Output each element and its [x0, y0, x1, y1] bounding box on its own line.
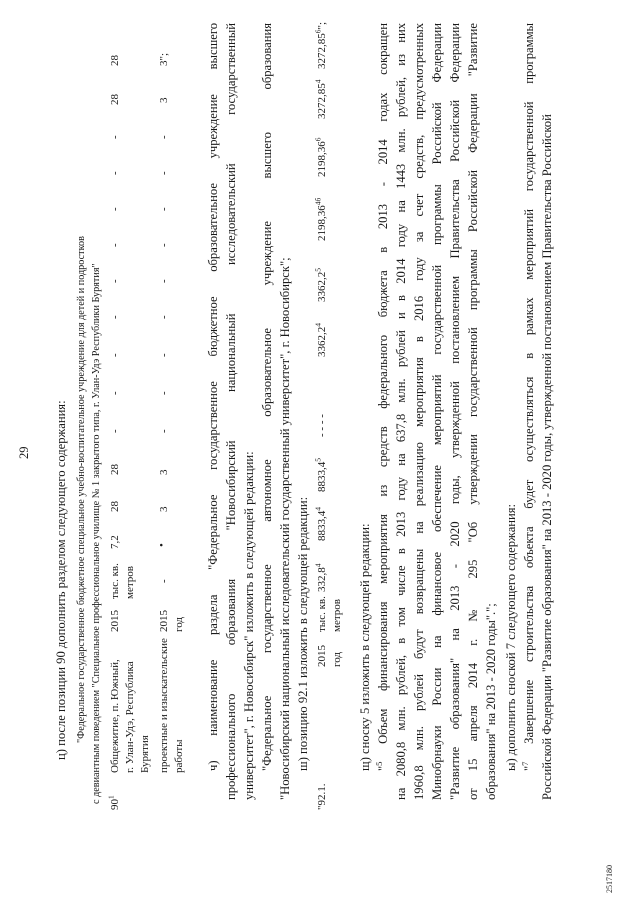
row-value-5: 3362,2$^5$	[313, 268, 328, 302]
row-unit: год	[173, 616, 185, 632]
row-unit-line-1: тыс. кв.	[109, 563, 121, 599]
row-value-9: 3272,85$^6$";	[313, 21, 328, 69]
dash-cell: -	[109, 429, 121, 433]
row-value-3: 8833,4$^5$	[313, 458, 328, 492]
dash-cell: -	[109, 391, 121, 395]
dash-cell: -	[158, 207, 170, 211]
dash-cell: -	[158, 279, 170, 283]
item-ch-line-3: университет", г. Новосибирск" изложить в следующей редакции:	[242, 451, 256, 800]
dash-cell: -	[158, 579, 170, 583]
row-unit-line-1: тыс. кв.	[316, 596, 328, 632]
dash-cell: -	[109, 315, 121, 319]
row-name-line-1: проектные и изыскательские	[158, 638, 170, 773]
row-value-2: 28	[109, 501, 121, 512]
row-last-value-2: 3";	[158, 52, 170, 66]
row-value-3: 28	[109, 464, 121, 475]
dash-cell: -	[158, 171, 170, 175]
row-value-4: 3362,2$^4$	[313, 323, 328, 357]
row-value-2: 3	[158, 469, 170, 475]
dash-cells: - - - -	[316, 414, 328, 437]
row-value-1: 7,2	[109, 535, 121, 549]
dash-cell: -	[158, 391, 170, 395]
dash-cell: -	[158, 315, 170, 319]
dash-cell: -	[109, 243, 121, 247]
row-number: "92.1.	[316, 783, 328, 810]
footnote-5-line-3: 1960,8 млн. рублей будут возвращены на реализацию мероприятия в 2016 году за счет средств, предусмотренных	[412, 23, 426, 800]
item-ch-line-2: профессионального образования "Новосибирский национальный исследовательский государственный	[224, 23, 238, 800]
item-c-subtitle-line-1: "Федеральное государственное бюджетное специальное учебно-воспитательное учреждение для детей и подростков	[76, 236, 87, 743]
item-ch-line-1: ч) наименование раздела "Федеральное государственное бюджетное образовательное учреждение высшего	[206, 23, 220, 771]
item-sch-header: щ) сноску 5 изложить в следующей редакции:	[358, 523, 372, 771]
dash-cell: -	[109, 353, 121, 357]
footnote-7-line-1: "$^7$ Завершение строительства объекта будет осуществляться в рамках мероприятий государственной программы	[519, 22, 536, 771]
page-number: 29	[17, 446, 31, 459]
row-unit-line-2: метров	[124, 566, 136, 599]
row-year: 2015	[158, 610, 170, 632]
row-name-line-2: г. Улан-Удэ, Республика	[124, 661, 136, 773]
footnote-5-line-6: от 15 апреля 2014 г. № 295 "Об утверждении государственной программы Российской Федерации "Развитие	[466, 23, 480, 800]
dash-cell: -	[158, 429, 170, 433]
row-last-value-1: 28	[109, 94, 121, 105]
row-year: 2015	[109, 610, 121, 632]
footnote-5-line-1: "$^5$ Объем финансирования мероприятия из средств федерального бюджета в 2013 - 2014 годах сокращен	[373, 23, 390, 771]
footnote-5-line-7: образования" на 2013 - 2020 годы".";	[484, 603, 498, 800]
row-name-line-3: Бурятия	[139, 735, 151, 773]
row-value-6: $2198,36^{4б}$	[313, 197, 328, 241]
row-number: $90^1$	[106, 795, 121, 810]
row-year: 2015	[316, 645, 328, 667]
dash-cell: -	[109, 171, 121, 175]
row-value-1: 332,8$^4$	[313, 563, 328, 592]
document-code: 2517180	[605, 865, 614, 893]
dash-cell: -	[158, 135, 170, 139]
footnote-7-line-2: Российской Федерации "Развитие образования" на 2013 - 2020 годы, утвержденной постановлением Правительства Российской	[540, 114, 554, 800]
row-unit-line-2: метров	[331, 599, 343, 632]
footnote-5-line-5: "Развитие образования" на 2013 - 2020 годы, утвержденной постановлением Правительства Российской Федерации	[448, 23, 462, 800]
row-unit-year: год	[331, 651, 343, 667]
footnote-5-line-2: на 2080,8 млн. рублей, в том числе в 2013 году на 637,8 млн. рублей и в 2014 году на 1443 млн. рублей, из них	[394, 23, 408, 800]
dash-cell: -	[158, 353, 170, 357]
row-last-value-1: 3	[158, 97, 170, 103]
row-value-1: 3	[158, 506, 170, 512]
row-name-line-2: работы	[173, 739, 185, 773]
item-sh-header: ш) позицию 92.1 изложить в следующей редакции:	[296, 496, 310, 771]
item-ch-quote-line-2: "Новосибирский национальный исследовательский государственный университет", г. Новосибирск";	[278, 257, 292, 800]
row-value-7: 2198,36$^6$	[313, 137, 328, 177]
footnote-5-line-4: Минобрнауки России на финансовое обеспечение мероприятий государственной программы Российской Федерации	[430, 23, 444, 800]
row-last-value-2: 28	[109, 55, 121, 66]
dash-cell: -	[158, 243, 170, 247]
dot-mark: •	[156, 543, 168, 547]
dash-cell: -	[109, 207, 121, 211]
item-ch-quote-line-1: "Федеральное государственное автономное образовательное учреждение высшего образования	[260, 23, 274, 771]
row-value-8: 3272,85$^4$	[313, 79, 328, 119]
item-c-header: ц) после позиции 90 дополнить разделом следующего содержания:	[54, 400, 68, 760]
row-name-line-1: Общежитие, п. Южный,	[109, 659, 121, 773]
item-c-subtitle-line-2: с девиантным поведением "Специальное профессиональное училище № 1 закрытого типа, г. Улан-Удэ Республики Бурятия"	[91, 263, 102, 804]
dash-cell: -	[109, 135, 121, 139]
item-y-header: ы) дополнить сноской 7 следующего содержания:	[504, 503, 518, 771]
row-value-2: 8833,4$^4$	[313, 507, 328, 541]
dash-cell: -	[109, 279, 121, 283]
